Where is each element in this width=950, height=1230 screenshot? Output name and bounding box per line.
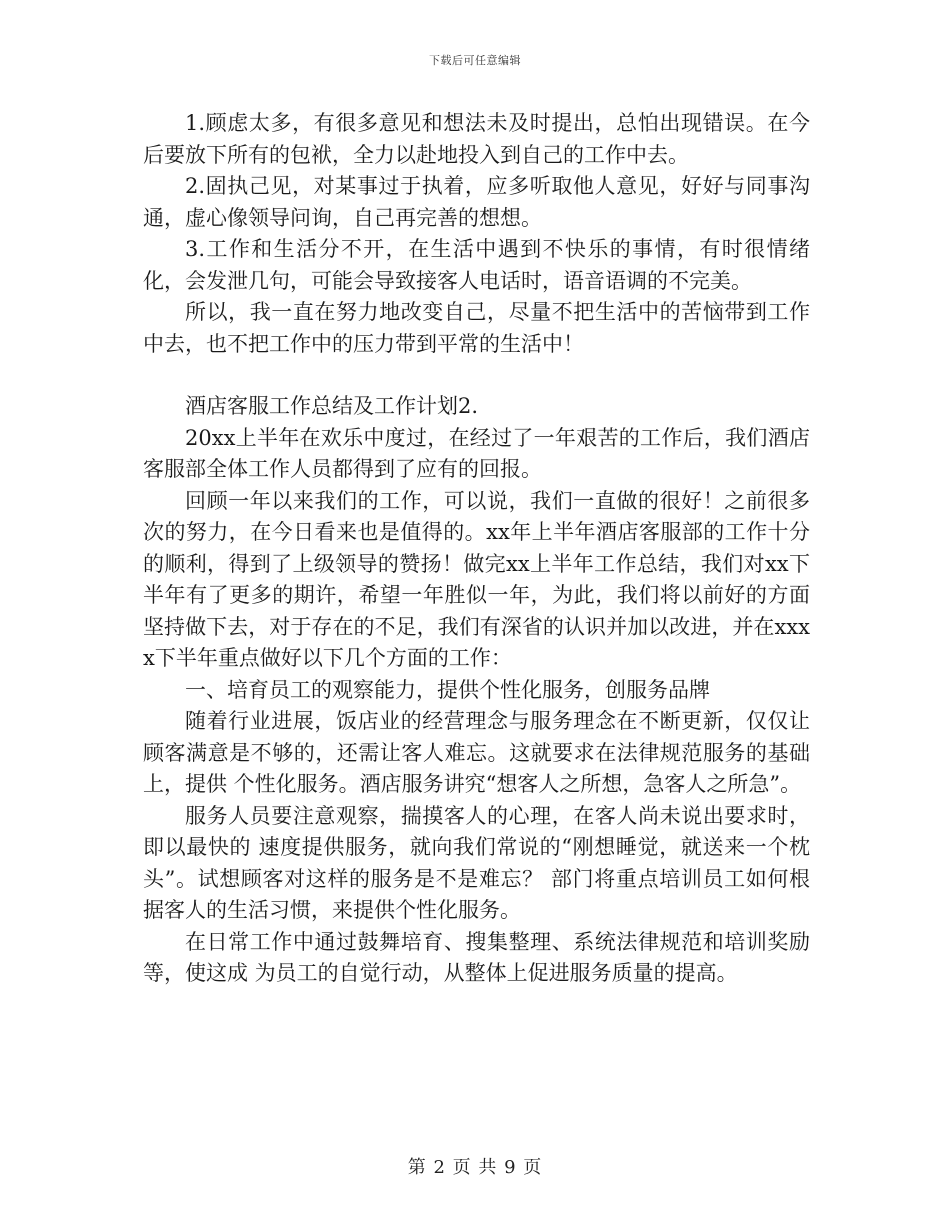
subheading-1: 一、培育员工的观察能力，提供个性化服务，创服务品牌	[185, 677, 710, 702]
paragraph-7: 随着行业进展，饭店业的经营理念与服务理念在不断更新，仅仅让顾客满意是不够的，还需让客人难忘。这就要求在法律规范服务的基础上，提供 个性化服务。酒店服务讲究“想客人之所想，急客人之所急”。	[143, 709, 810, 796]
paragraph-9: 在日常工作中通过鼓舞培育、搜集整理、系统法律规范和培训奖励等，使这成 为员工的自觉行动，从整体上促进服务质量的提高。	[143, 929, 810, 985]
paragraph-4: 所以，我一直在努力地改变自己，尽量不把生活中的苦恼带到工作中去，也不把工作中的压力带到平常的生活中！	[143, 300, 810, 356]
paragraph-2: 2.固执己见，对某事过于执着，应多听取他人意见，好好与同事沟通，虚心像领导问询，自己再完善的想想。	[143, 174, 810, 230]
paragraph-5: 20xx上半年在欢乐中度过，在经过了一年艰苦的工作后，我们酒店客服部全体工作人员都得到了应有的回报。	[143, 425, 810, 481]
page-header: 下载后可任意编辑	[429, 54, 521, 67]
document-body	[143, 108, 810, 990]
section-gap	[143, 360, 810, 391]
paragraph-6: 回顾一年以来我们的工作，可以说，我们一直做的很好！之前很多次的努力，在今日看来也是值得的。xx年上半年酒店客服部的工作十分的顺利，得到了上级领导的赞扬！做完xx上半年工作总结，我们对xx下半年有了更多的期许，希望一年胜似一年，为此，我们将以前好的方面坚持做下去，对于存在的不足，我们有深省的认识并加以改进，并在xxxx下半年重点做好以下几个方面的工作：	[143, 488, 810, 670]
section-title: 酒店客服工作总结及工作计划2.	[185, 394, 479, 418]
paragraph-3: 3.工作和生活分不开，在生活中遇到不快乐的事情，有时很情绪化，会发泄几句，可能会导致接客人电话时，语音语调的不完美。	[143, 237, 810, 293]
paragraph-1: 1.顾虑太多，有很多意见和想法未及时提出，总怕出现错误。在今后要放下所有的包袱，全力以赴地投入到自己的工作中去。	[143, 111, 810, 167]
paragraph-8: 服务人员要注意观察，揣摸客人的心理，在客人尚未说出要求时，即以最快的 速度提供服务，就向我们常说的“刚想睡觉，就送来一个枕头”。试想顾客对这样的服务是不是难忘？ 部门将重点培训员工如何根据客人的生活习惯，来提供个性化服务。	[143, 803, 810, 922]
page-footer: 第 2 页 共 9 页	[407, 1157, 543, 1178]
